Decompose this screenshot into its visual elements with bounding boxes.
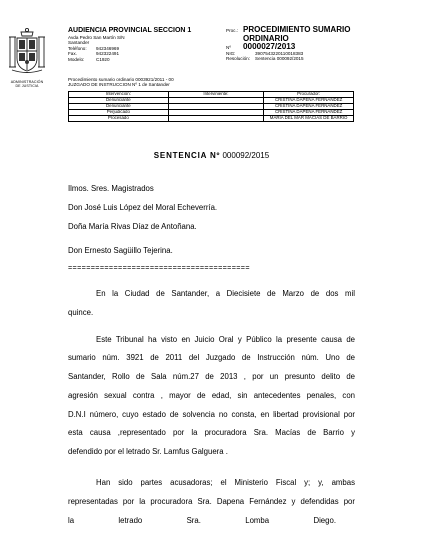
paragraph-line: defendido por el letrado Sr. Lamfus Galguera . [68, 447, 228, 456]
table-cell: Denunciante [69, 103, 169, 109]
resolution-value: Sentencia 000092/2015 [255, 56, 304, 61]
procedure-number-label: Nº [226, 45, 231, 51]
paragraph-line: En la Ciudad de Santander, a Diecisiete de Marzo de dos mil [96, 289, 355, 298]
ministry-caption: ADMINISTRACIÓN DE JUSTICIA [10, 80, 44, 89]
paragraph-line: agresión sexual contra , mayor de edad, sin antecedentes penales, con [68, 391, 355, 400]
table-cell: Procesado [69, 115, 169, 121]
fax-value: 942322491 [96, 51, 119, 57]
paragraph-line: Santander, Rollo de Sala núm.27 de 2013 , por un presunto delito de [68, 372, 355, 381]
origin-court-line: JUZGADO DE INSTRUCCION Nº 1 de Santander [68, 82, 170, 88]
nig-label: NIG: [226, 50, 236, 56]
table-cell: CRISTINA DAPENA FERNANDEZ [264, 103, 354, 109]
model-label: Modelo: [68, 56, 85, 62]
table-row [69, 115, 354, 121]
separator-line: ======================================== [68, 263, 250, 272]
table-cell: CRISTINA DAPENA FERNANDEZ [264, 97, 354, 103]
magistrates-heading: Ilmos. Sres. Magistrados [68, 184, 154, 193]
table-cell: Perjudicado [69, 109, 169, 115]
column-header: Interviniente: [168, 92, 264, 98]
court-info [68, 27, 191, 62]
parties-table [68, 91, 354, 122]
paragraph-line: quince. [68, 308, 94, 317]
sentence-number: 000092/2015 [222, 151, 270, 160]
column-header: Intervención: [69, 92, 169, 98]
table-cell: MARIA DEL MAR MACIAS DE BARRIO [264, 115, 354, 121]
column-header: Procurador: [264, 92, 354, 98]
court-name: AUDIENCIA PROVINCIAL SECCION 1 [68, 27, 192, 34]
model-row [68, 57, 191, 62]
paragraph-line: Este Tribunal ha visto en Juicio Oral y Público la presente causa de [96, 335, 355, 344]
table-cell: CRISTINA DAPENA FERNANDEZ [264, 109, 354, 115]
procedure-type-row [226, 26, 363, 43]
paragraph-line: la letrado Sra. Lomba Diego. [68, 516, 336, 525]
resolution-label: Resolución: [226, 56, 251, 61]
fax-label: Fax. [68, 51, 77, 57]
resolution-row [226, 56, 363, 61]
magistrate-name: Don Ernesto Sagüillo Tejerina. [68, 246, 173, 255]
nig-value: 3907543220110018383 [255, 50, 304, 56]
paragraph-line: Han sido partes acusadoras; el Ministerio Fiscal y; y, ambas [96, 478, 355, 487]
procedure-info [226, 26, 363, 61]
model-value: C1920 [96, 56, 110, 62]
sentence-title [0, 151, 423, 160]
paragraph-line: sumario núm. 3921 de 2011 del Juzgado de Instrucción núm. Uno de [68, 353, 355, 362]
origin-line: Procedimiento sumario ordinario 0003921/2011 - 00 [68, 77, 174, 82]
paragraph-line: representadas por la procuradora Sra. Dapena Fernández y defendidas por [68, 497, 355, 506]
court-address: Avda Pedro San Martín S/N [68, 35, 125, 40]
procedure-number: 0000027/2013 [243, 42, 296, 52]
court-city: Santander [68, 40, 90, 46]
coat-of-arms-icon [8, 26, 46, 76]
paragraph-line: D.N.I número, cuyo estado de solvencia no consta, en libertad provisional por [68, 410, 355, 419]
origin-procedure [68, 77, 174, 88]
table-cell: Denunciante [69, 97, 169, 103]
phone-value: 942346969 [96, 45, 119, 51]
procedure-type: PROCEDIMIENTO SUMARIO ORDINARIO [243, 25, 351, 43]
phone-label: Teléfono: [68, 45, 87, 51]
paragraph-line: esta causa ,representado por la procuradora Sra. Macías de Barrio y [68, 428, 355, 437]
magistrate-name: Don José Luis López del Moral Echeverría. [68, 203, 218, 212]
table-cell [168, 115, 264, 121]
sentence-label: SENTENCIA Nº [153, 151, 221, 160]
magistrate-name: Doña María Rivas Díaz de Antoñana. [68, 222, 197, 231]
procedure-label: Proc.: [226, 28, 238, 33]
